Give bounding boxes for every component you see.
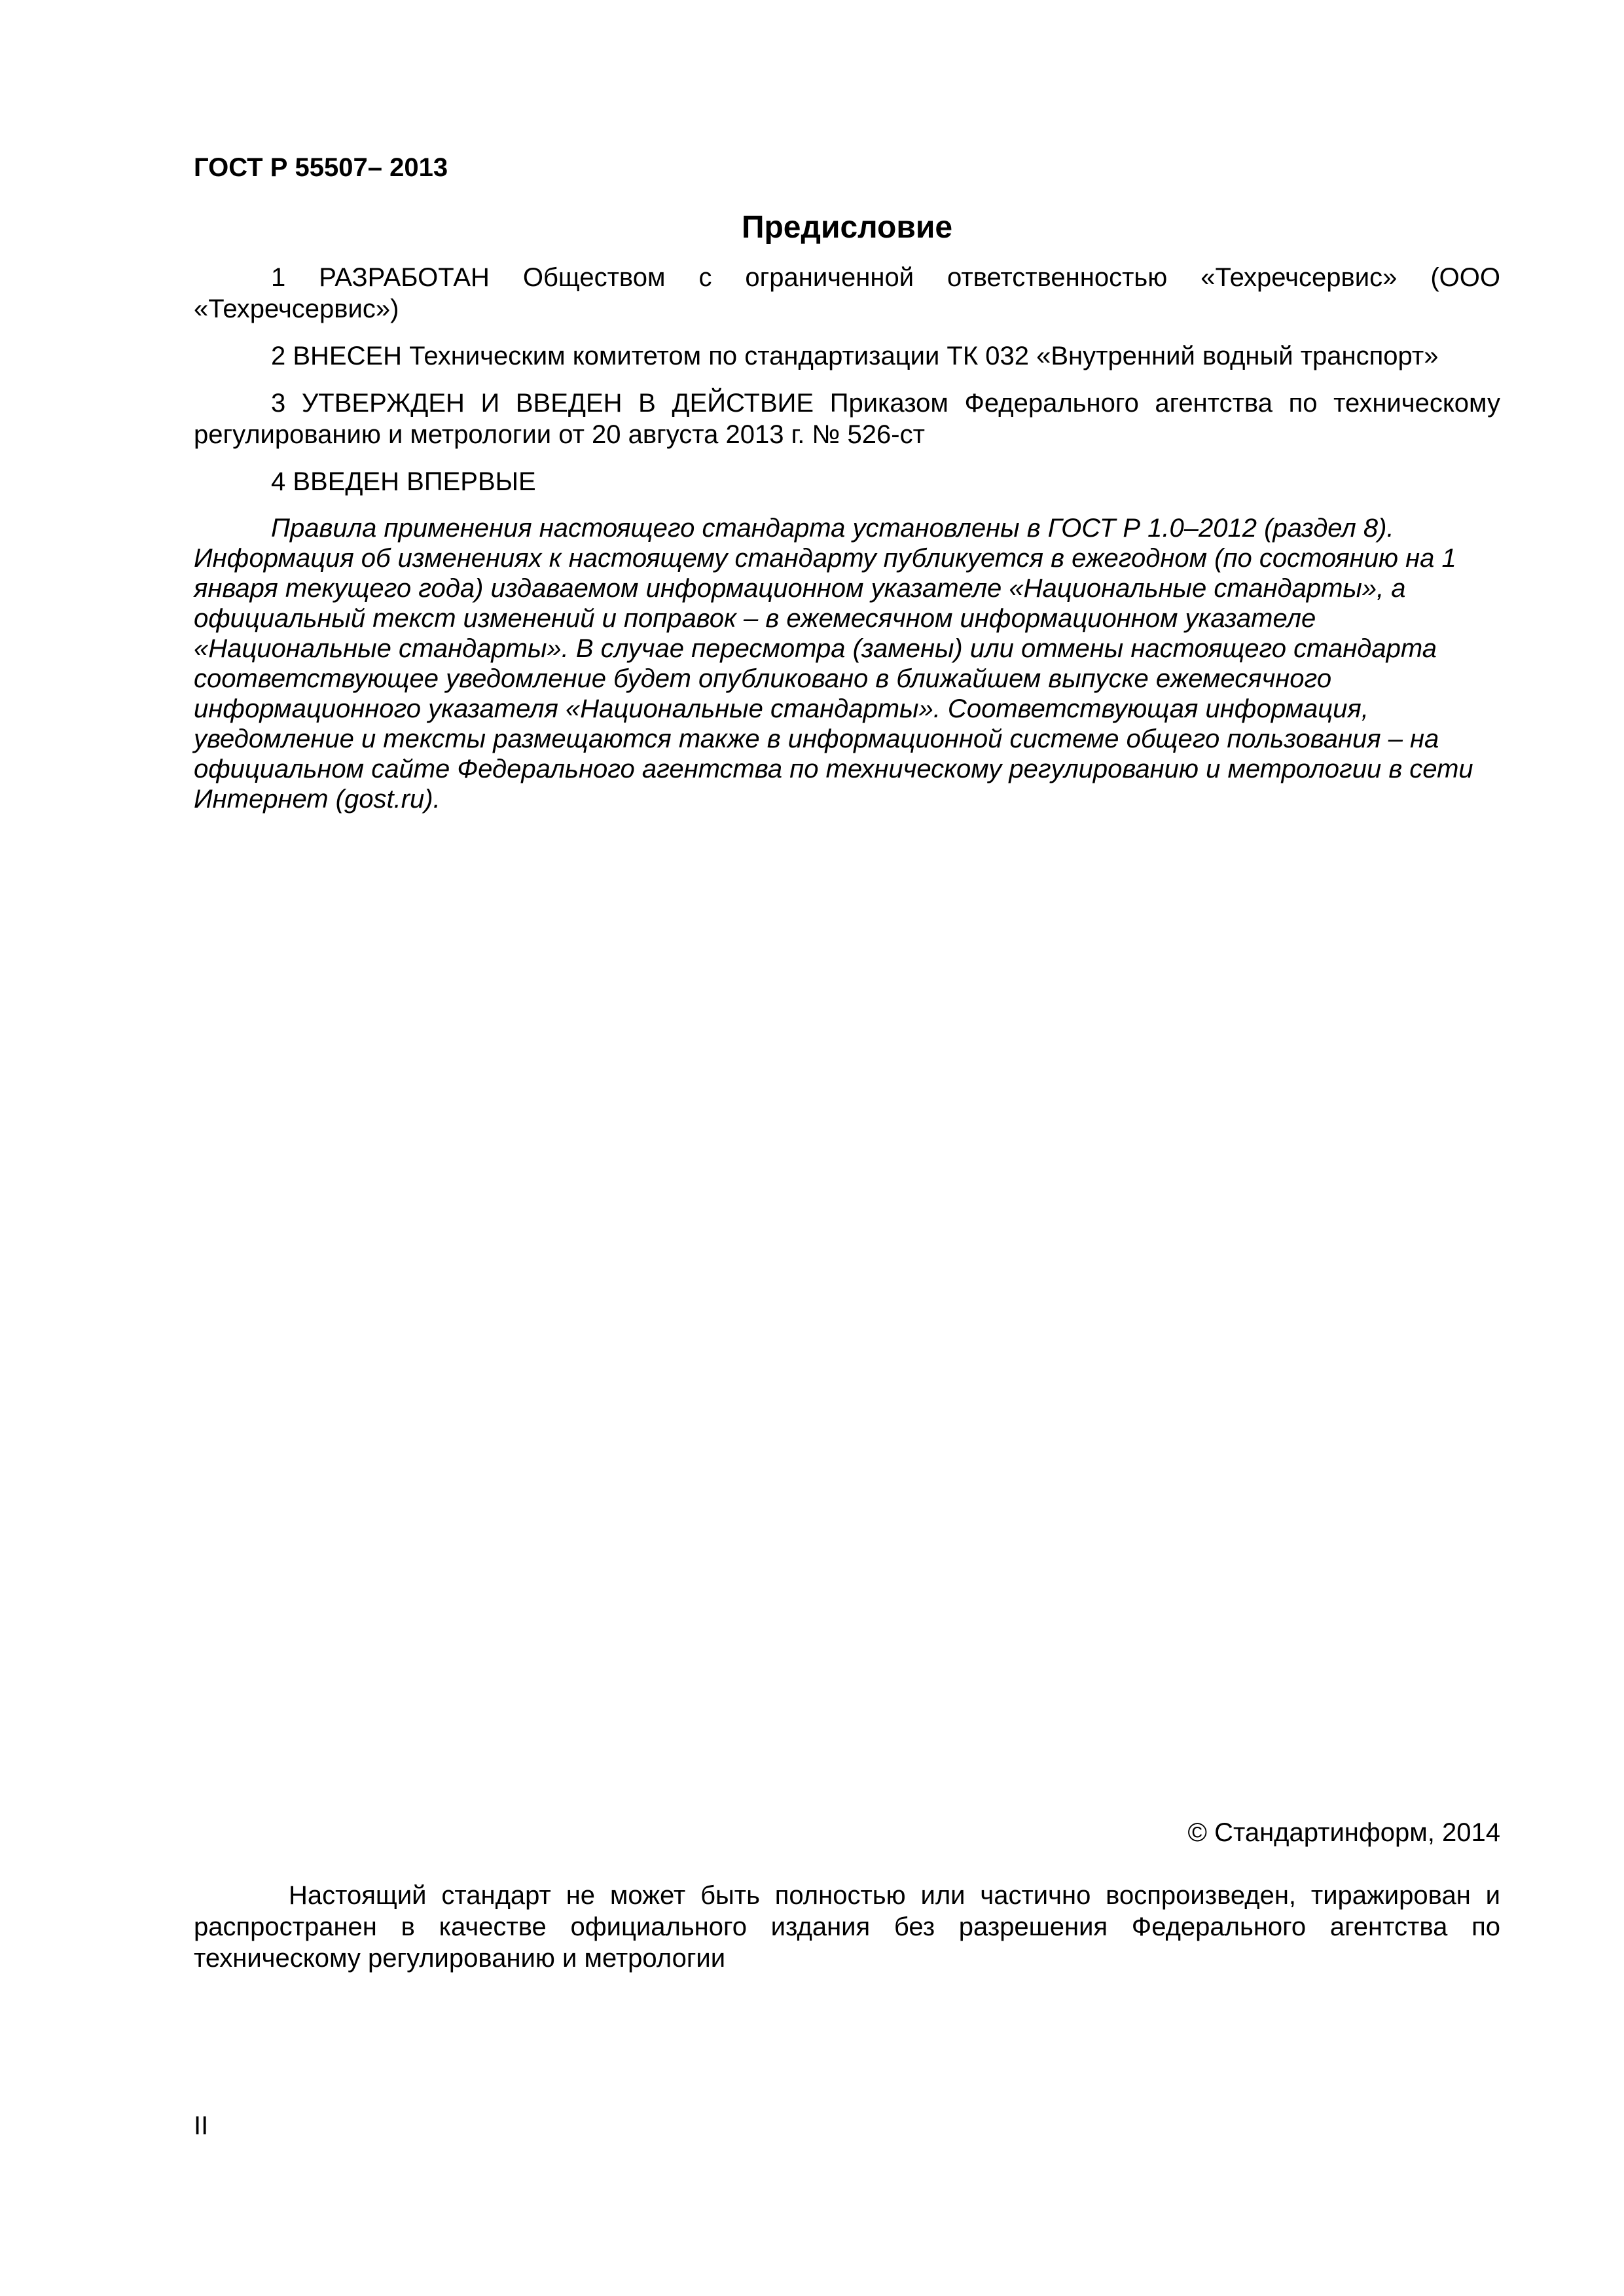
- preface-item-first-introduced: 4 ВВЕДЕН ВПЕРВЫЕ: [271, 467, 536, 496]
- rules-note: Правила применения настоящего стандарта установлены в ГОСТ Р 1.0–2012 (раздел 8). Информация об изменениях к настоящему стандарту публикуется в ежегодном (по состоянию на 1 января текущего года) издаваемом информационном указателе «Национальные стандарты», а официальный текст изменений и поправок – в ежемесячном информационном указателе «Национальные стандарты». В случае пересмотра (замены) или отмены настоящего стандарта соответствующее уведомление будет опубликовано в ближайшем выпуске ежемесячного информационного указателя «Национальные стандарты». Соответствующая информация, уведомление и тексты размещаются также в информационной системе общего пользования – на официальном сайте Федерального агентства по техническому регулированию и метрологии в сети Интернет (gost.ru).: [194, 514, 1473, 814]
- preface-item-developed: 1 РАЗРАБОТАН Обществом с ограниченной ответственностью «Техречсервис» (ООО «Техречсервис»): [194, 263, 1500, 323]
- preface-item-approved: 3 УТВЕРЖДЕН И ВВЕДЕН В ДЕЙСТВИЕ Приказом Федерального агентства по техническому регулированию и метрологии от 20 августа 2013 г. № 526-ст: [194, 389, 1500, 449]
- section-title: Предисловие: [741, 210, 953, 245]
- page-number: II: [194, 2111, 209, 2140]
- preface-item-introduced: 2 ВНЕСЕН Техническим комитетом по стандартизации ТК 032 «Внутренний водный транспорт»: [271, 342, 1439, 370]
- copyright-line: © Стандартинформ, 2014: [1187, 1818, 1500, 1847]
- preface-body: [194, 262, 1500, 830]
- document-code-header: ГОСТ Р 55507– 2013: [194, 153, 448, 182]
- reproduction-notice: Настоящий стандарт не может быть полностью или частично воспроизведен, тиражирован и распространен в качестве официального издания без разрешения Федерального агентства по техническому регулированию и метрологии: [194, 1881, 1500, 1973]
